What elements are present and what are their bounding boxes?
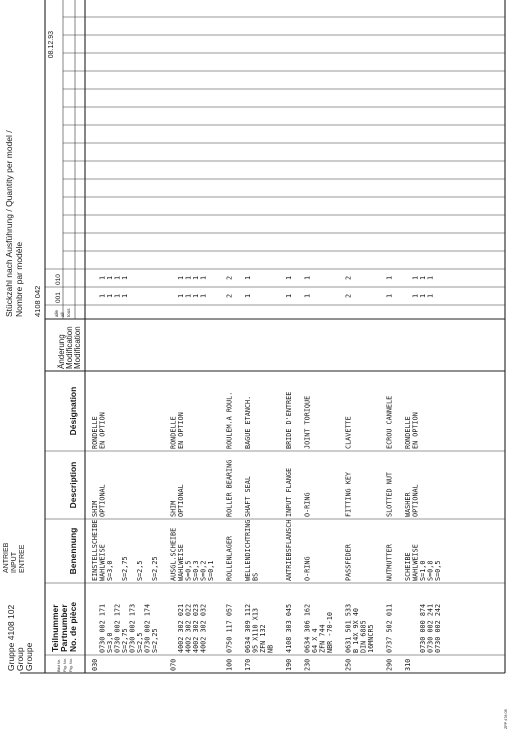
qty-001: 2 [225,293,234,299]
designation-text: EN OPTION [98,412,107,449]
qty-001: 2 [344,293,353,299]
benennung-text: AUSGL.SCHEIBE [169,527,178,581]
part-col-header: Teilnummer [50,604,60,652]
designation-text: RONDELLE [169,416,178,449]
qty-001: 1 [184,293,193,299]
qty-001: 1 [177,293,185,299]
group-label: Gruppe 4108 102 [6,604,16,671]
description-text: WASHER [404,492,412,517]
description-text: FITTING KEY [344,471,353,517]
qty-001: 1 [411,293,420,299]
fig-number: 190 [285,658,293,671]
qty-010: 2 [344,275,353,281]
benennung-text: WELLENDICHTRING [244,519,252,581]
part-number: 4002 302 021 [177,603,185,653]
part-number: NBR -70-10 [326,612,334,653]
qty-010: 1 [385,275,394,281]
rotated-page [3,0,508,729]
fig-number: 230 [303,658,312,671]
part-number: NB [266,644,275,653]
benennung-text: EINSTELLSCHEIBE [91,519,99,581]
part-number: DIN 6885 [359,620,368,653]
designation-text: RONDELLE [91,416,99,449]
qty-010: 1 [98,275,107,281]
benennung-text: NUTMUTTER [385,544,394,581]
part-number: S=2,25 [151,628,159,653]
footer-code: ZFP 478 05 [504,709,508,729]
qty-010: 1 [113,275,122,281]
qty-010: 1 [192,275,200,281]
benennung-text: S=3,0 [106,560,114,581]
benennung-text: PASSFEDER [344,544,353,581]
fig-number: 290 [385,658,394,671]
part-number: ZFN 744 [318,624,327,653]
benennung-text: SCHEIBE [404,552,412,581]
table-content [3,31,508,729]
quantity-title-fr: Nombre par modèle [14,241,24,317]
qty-010: 1 [244,275,252,281]
designation-text: EN OPTION [411,412,420,449]
designation-text: RONDELLE [404,416,412,449]
qty-001: 1 [244,293,252,299]
qty-010: 1 [199,275,208,281]
designation-text: BAGUE ETANCH. [244,395,252,449]
part-number: 0730 002 241 [426,603,435,653]
designation-text: JOINT TORIQUE [303,395,312,449]
part-number: ZFN 132 [259,624,267,653]
part-number: 0750 117 057 [225,603,234,653]
part-number: 4108 303 045 [285,603,293,653]
description-text: OPTIONAL [98,484,107,517]
designation-text: BRIDE D'ENTREE [285,391,293,449]
qty-001: 1 [385,293,394,299]
benennung-text: S=2,5 [136,560,144,581]
fig-number: 170 [244,658,252,671]
fig-number: 030 [91,658,99,671]
part-number: 0730 002 242 [434,603,442,653]
benennung-text: S=0,5 [184,560,193,581]
group-label: Groupe [24,642,34,671]
benennung-text: S=0,3 [192,560,200,581]
model-code-header: 001 [55,292,62,303]
part-number: S=2,75 [121,628,129,653]
function-label: INPUT [11,552,18,573]
all-col-header: alle [54,309,59,317]
benennung-text: WAHLWEISE [177,544,185,581]
benennung-text: BS [251,572,260,581]
description-text: SHIM [169,500,178,517]
description-text: SHIM [91,500,99,517]
fig-col-header: Bild Nr. [56,659,61,672]
qty-001: 1 [285,293,293,299]
sheet-date: 08.12.93 [48,31,55,59]
designation-col-header: Désignation [68,386,78,436]
qty-001: 1 [121,293,129,299]
part-number: S=2,5 [136,632,144,653]
part-number: 0730 002 174 [143,603,152,653]
fig-number: 070 [169,658,178,671]
qty-010: 2 [225,275,234,281]
modification-col-header: Modification [73,326,82,369]
qty-010: 1 [419,275,427,281]
part-number: 95 X110 X13 [251,607,260,653]
all-col-header: all [60,312,65,317]
qty-010: 1 [177,275,185,281]
group-label: Group [15,647,25,671]
benennung-text: ROLLENLAGER [225,535,234,581]
fig-number: 100 [225,658,234,671]
part-number: 0730 000 874 [419,603,427,653]
description-col-header: Description [68,461,78,509]
part-number: 0634 306 162 [303,603,312,653]
model-code-header: 010 [55,274,62,285]
qty-001: 1 [303,293,312,299]
fig-number: 250 [344,658,353,671]
designation-text: ROULEM.A ROUL. [225,391,234,449]
benennung-col-header: Benennung [68,527,78,575]
qty-010: 1 [121,275,129,281]
modification-col-header: Modification [65,326,74,369]
description-text: O-RING [303,492,312,517]
benennung-text: WAHLWEISE [411,544,420,581]
benennung-text: S=2,75 [121,556,129,581]
part-col-header: No. de pièce [68,601,78,652]
fig-number: 310 [404,658,412,671]
all-col-header: tous [66,308,71,317]
designation-text: CLAVETTE [344,416,353,449]
part-number: 0730 002 171 [98,603,107,653]
part-number: B 14X 9X 40 [352,607,360,653]
qty-001: 1 [106,293,114,299]
designation-text: EN OPTION [177,412,185,449]
qty-010: 1 [426,275,435,281]
qty-010: 1 [106,275,114,281]
qty-010: 1 [285,275,293,281]
benennung-text: S=1,0 [419,560,427,581]
part-number: 0634 309 112 [244,603,252,653]
part-number: 16MNCR5 [367,624,375,653]
part-number: 4002 302 032 [199,603,208,653]
part-col-header: Partnumber [59,604,69,652]
modification-col-header: Änderung [57,334,66,369]
qty-010: 1 [303,275,312,281]
benennung-text: S=0,8 [426,560,435,581]
part-number: 0631 501 533 [344,603,353,653]
qty-001: 1 [98,293,107,299]
part-number: 0730 002 173 [128,603,137,653]
benennung-text: S=0,2 [199,560,208,581]
qty-010: 1 [184,275,193,281]
fig-col-header: Fig. No. [68,657,73,672]
part-number: 0737 502 011 [385,603,394,653]
part-number: 4002 302 023 [192,603,200,653]
function-label: ENTREE [19,544,26,573]
qty-001: 1 [199,293,208,299]
benennung-text: WAHLWEISE [98,544,107,581]
part-number: S=3,0 [106,632,114,653]
description-text: OPTIONAL [411,484,420,517]
part-number: 0730 002 172 [113,603,122,653]
description-text: SHAFT SEAL [244,476,252,517]
qty-001: 1 [419,293,427,299]
benennung-text: S=0,5 [434,560,442,581]
description-text: INPUT FLANGE [285,467,293,517]
qty-001: 1 [192,293,200,299]
description-text: OPTIONAL [177,484,185,517]
part-number: 64 X 4 [311,628,319,653]
benennung-text: S=0,1 [207,560,215,581]
designation-text: ECROU CANNELE [385,395,394,449]
part-number: 4002 302 022 [184,603,193,653]
quantity-title: Stückzahl nach Ausführung / Quantity per model / [4,130,14,317]
benennung-text: ANTRIEBSFLANSCH [285,519,293,581]
fig-col-header: Fig. No. [62,657,67,672]
description-text: SLOTTED NUT [385,471,394,517]
benennung-text: S=2,25 [151,556,159,581]
qty-010: 1 [411,275,420,281]
qty-001: 1 [113,293,122,299]
function-label: ANTRIEB [3,542,10,573]
benennung-text: O-RING [303,556,312,581]
qty-001: 1 [426,293,435,299]
model-number: 4108 042 [33,285,42,317]
description-text: ROLLER BEARING [225,459,234,517]
